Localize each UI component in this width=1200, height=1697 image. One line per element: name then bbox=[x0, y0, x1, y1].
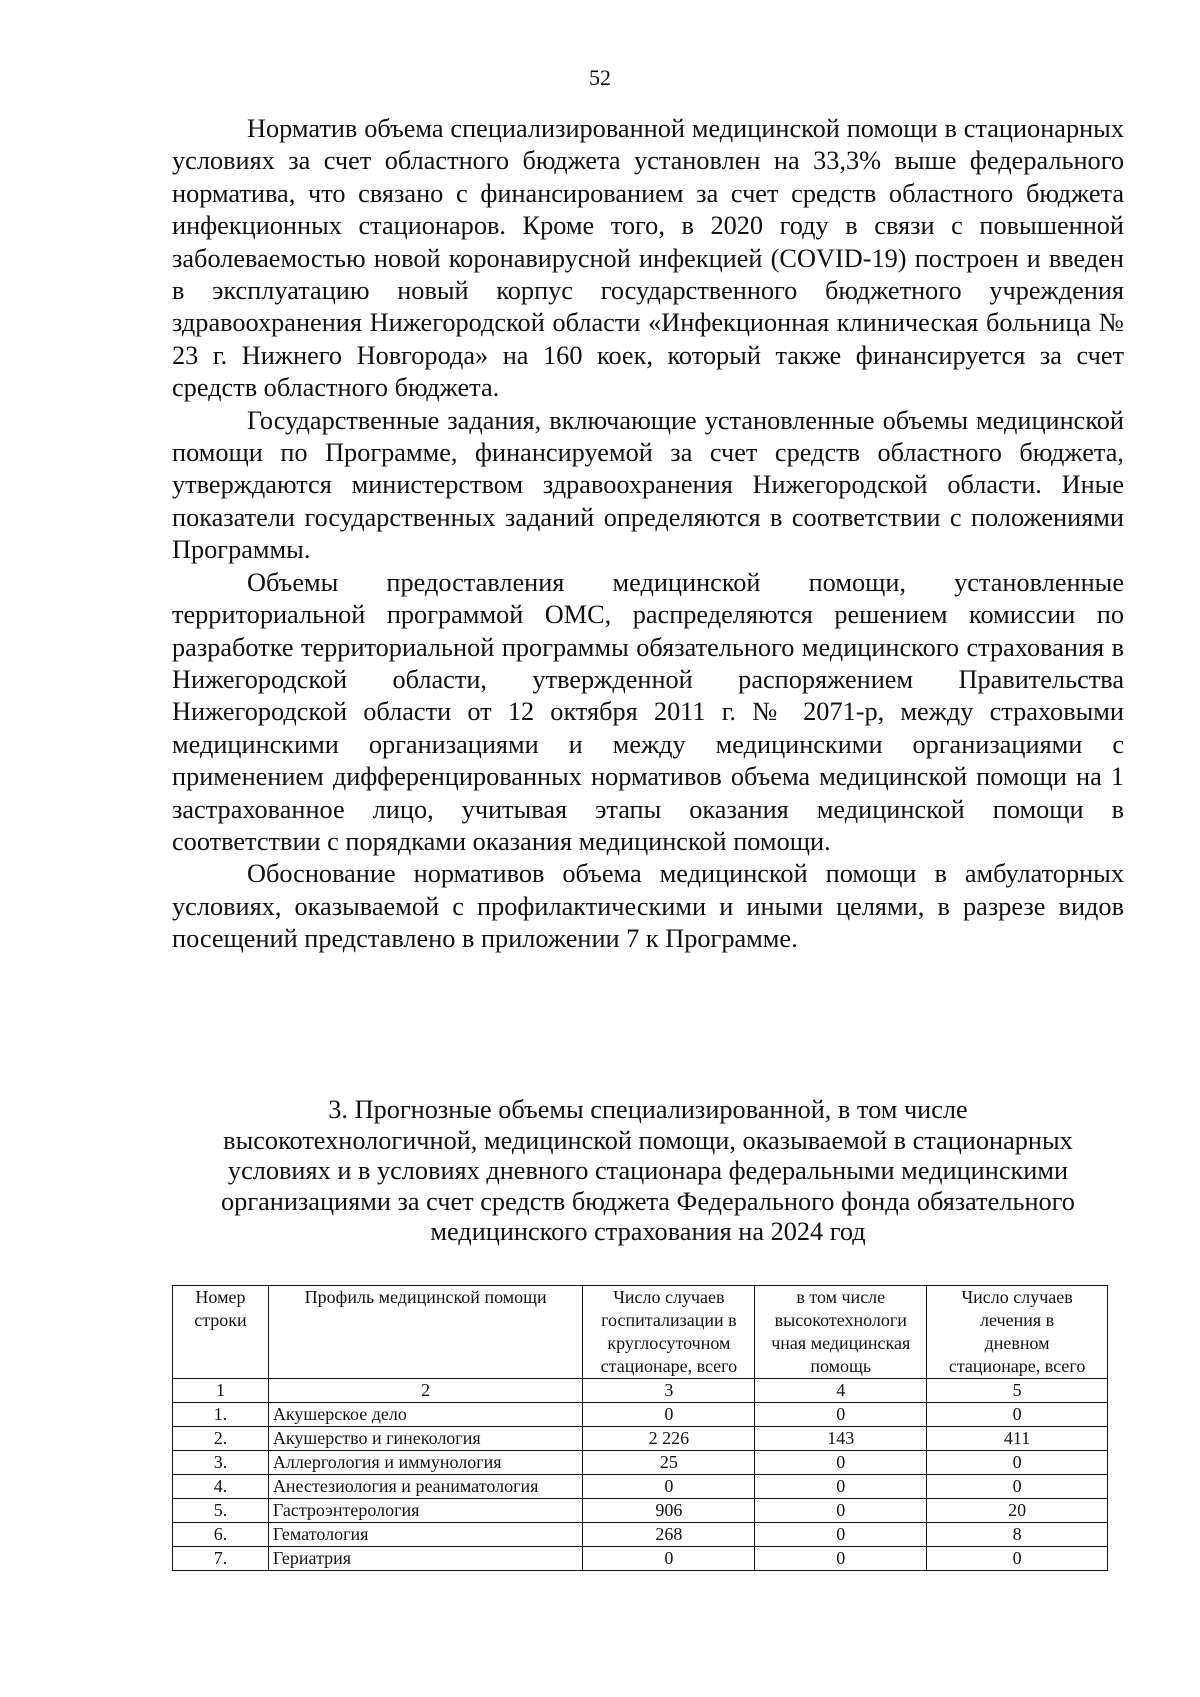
section-title-line: условиях и в условиях дневного стационара федеральными медицинскими bbox=[227, 1156, 1069, 1186]
paragraph-2: Государственные задания, включающие установленные объемы медицинской помощи по Программе, финансируемой за счет средств областного бюджета, утверждаются министерством здравоохранения Нижегородской области. Иные показатели государственных заданий определяются в соответствии с положениями Программы. bbox=[172, 405, 1124, 565]
high-tech-cell: 0 bbox=[755, 1499, 927, 1523]
header-high-tech: в том числе высокотехнологи чная медицинская помощь bbox=[755, 1286, 927, 1379]
high-tech-cell: 0 bbox=[755, 1403, 927, 1427]
cases-total-cell: 0 bbox=[583, 1547, 755, 1571]
column-number: 1 bbox=[173, 1379, 269, 1403]
table-row bbox=[173, 1475, 1108, 1499]
table-row bbox=[173, 1427, 1108, 1451]
section-title-line: 3. Прогнозные объемы специализированной, в том числе bbox=[328, 1095, 968, 1124]
high-tech-cell: 0 bbox=[755, 1523, 927, 1547]
row-number-cell: 7. bbox=[173, 1547, 269, 1571]
cases-total-cell: 25 bbox=[583, 1451, 755, 1475]
column-number-row bbox=[173, 1379, 1108, 1403]
table-row bbox=[173, 1403, 1108, 1427]
volumes-table bbox=[172, 1285, 1108, 1571]
cases-total-cell: 268 bbox=[583, 1523, 755, 1547]
profile-cell: Гериатрия bbox=[268, 1547, 583, 1571]
column-number: 2 bbox=[268, 1379, 583, 1403]
day-cases-cell: 8 bbox=[927, 1523, 1108, 1547]
row-number-cell: 6. bbox=[173, 1523, 269, 1547]
high-tech-cell: 0 bbox=[755, 1547, 927, 1571]
section-title-line: организациями за счет средств бюджета Федерального фонда обязательного bbox=[221, 1186, 1075, 1216]
cases-total-cell: 2 226 bbox=[583, 1427, 755, 1451]
header-day-cases: Число случаев лечения в дневном стационаре, всего bbox=[927, 1286, 1108, 1379]
table-row bbox=[173, 1523, 1108, 1547]
day-cases-cell: 20 bbox=[927, 1499, 1108, 1523]
profile-cell: Аллергология и иммунология bbox=[268, 1451, 583, 1475]
table-body bbox=[173, 1403, 1108, 1571]
body-text bbox=[172, 113, 1124, 956]
column-number: 3 bbox=[583, 1379, 755, 1403]
table-row bbox=[173, 1451, 1108, 1475]
day-cases-cell: 0 bbox=[927, 1475, 1108, 1499]
row-number-cell: 3. bbox=[173, 1451, 269, 1475]
day-cases-cell: 0 bbox=[927, 1451, 1108, 1475]
profile-cell: Акушерское дело bbox=[268, 1403, 583, 1427]
section-title bbox=[172, 1095, 1124, 1248]
header-profile: Профиль медицинской помощи bbox=[268, 1286, 583, 1379]
profile-cell: Гематология bbox=[268, 1523, 583, 1547]
day-cases-cell: 411 bbox=[927, 1427, 1108, 1451]
table-row bbox=[173, 1547, 1108, 1571]
paragraph-4: Обоснование нормативов объема медицинской помощи в амбулаторных условиях, оказываемой с профилактическими и иными целями, в разрезе видов посещений представлено в приложении 7 к Программе. bbox=[172, 859, 1124, 954]
row-number-cell: 4. bbox=[173, 1475, 269, 1499]
paragraph-3: Объемы предоставления медицинской помощи, установленные территориальной программой ОМС, распределяются решением комиссии по разработке территориальной программы обязательного медицинского страхования в Нижегородской области, утвержденной распоряжением Правительства Нижегородской области от 12 октября 2011 г. № 2071-р, между страховыми медицинскими организациями и между медицинскими организациями с применением дифференцированных нормативов объема медицинской помощи на 1 застрахованное лицо, учитывая этапы оказания медицинской помощи в соответствии с порядками оказания медицинской помощи. bbox=[172, 567, 1124, 856]
row-number-cell: 1. bbox=[173, 1403, 269, 1427]
header-cases-total: Число случаев госпитализации в круглосуточном стационаре, всего bbox=[583, 1286, 755, 1379]
paragraph-1: Норматив объема специализированной медицинской помощи в стационарных условиях за счет областного бюджета установлен на 33,3% выше федерального норматива, что связано с финансированием за счет средств областного бюджета инфекционных стационаров. Кроме того, в 2020 году в связи с повышенной заболеваемостью новой коронавирусной инфекцией (COVID-19) построен и введен в эксплуатацию новый корпус государственного бюджетного учреждения здравоохранения Нижегородской области «Инфекционная клиническая больница № 23 г. Нижнего Новгорода» на 160 коек, который также финансируется за счет средств областного бюджета. bbox=[172, 114, 1124, 403]
high-tech-cell: 0 bbox=[755, 1451, 927, 1475]
profile-cell: Гастроэнтерология bbox=[268, 1499, 583, 1523]
row-number-cell: 5. bbox=[173, 1499, 269, 1523]
day-cases-cell: 0 bbox=[927, 1547, 1108, 1571]
row-number-cell: 2. bbox=[173, 1427, 269, 1451]
profile-cell: Анестезиология и реаниматология bbox=[268, 1475, 583, 1499]
table-header-row bbox=[173, 1286, 1108, 1379]
cases-total-cell: 0 bbox=[583, 1403, 755, 1427]
cases-total-cell: 0 bbox=[583, 1475, 755, 1499]
profile-cell: Акушерство и гинекология bbox=[268, 1427, 583, 1451]
cases-total-cell: 906 bbox=[583, 1499, 755, 1523]
page-number: 52 bbox=[589, 65, 611, 90]
column-number: 5 bbox=[927, 1379, 1108, 1403]
day-cases-cell: 0 bbox=[927, 1403, 1108, 1427]
high-tech-cell: 143 bbox=[755, 1427, 927, 1451]
table-row bbox=[173, 1499, 1108, 1523]
high-tech-cell: 0 bbox=[755, 1475, 927, 1499]
section-title-line: медицинского страхования на 2024 год bbox=[430, 1217, 866, 1247]
header-row-number: Номер строки bbox=[173, 1286, 269, 1379]
column-number: 4 bbox=[755, 1379, 927, 1403]
section-title-line: высокотехнологичной, медицинской помощи, оказываемой в стационарных bbox=[223, 1125, 1073, 1155]
